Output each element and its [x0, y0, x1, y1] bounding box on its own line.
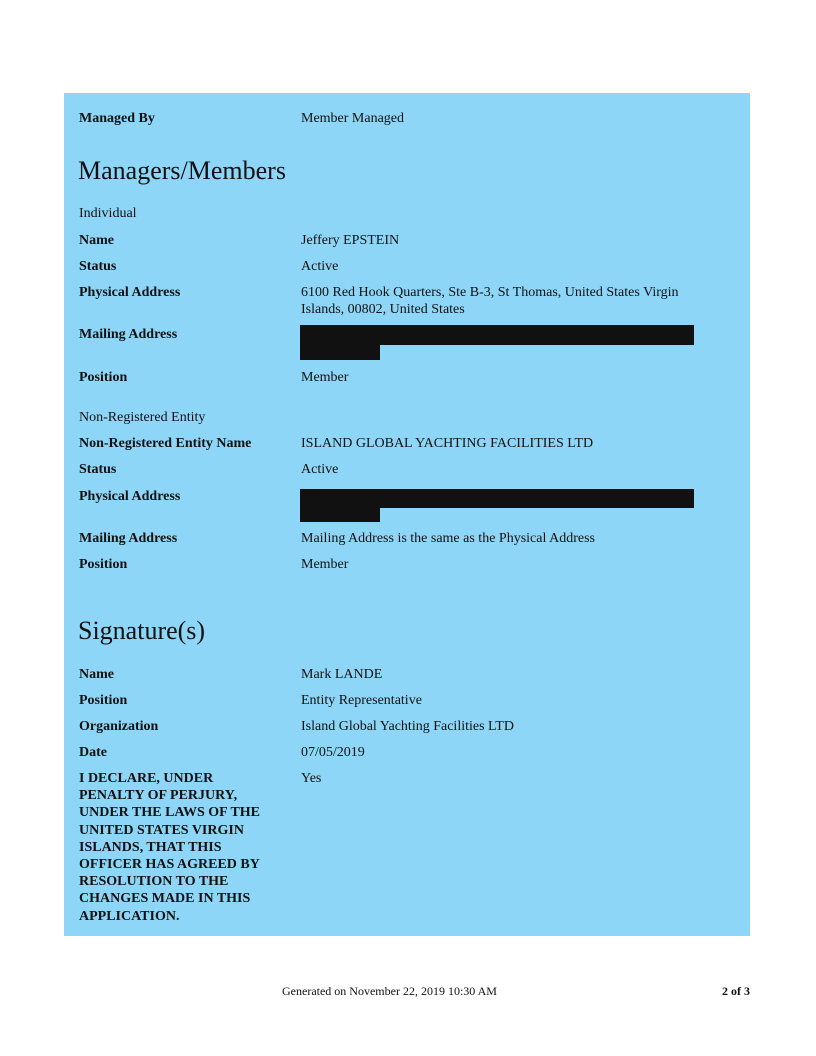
entity-mailing-address-label: Mailing Address — [79, 531, 178, 546]
entity-type-label: Non-Registered Entity — [79, 410, 206, 425]
signature-date-value: 07/05/2019 — [301, 745, 365, 760]
entity-name-label: Non-Registered Entity Name — [79, 436, 252, 451]
signature-organization-label: Organization — [79, 719, 159, 734]
entity-status-value: Active — [301, 462, 339, 477]
signature-position-label: Position — [79, 693, 128, 708]
signature-name-label: Name — [79, 667, 114, 682]
entity-name-value: ISLAND GLOBAL YACHTING FACILITIES LTD — [301, 436, 594, 451]
redaction-bar-tail — [300, 343, 380, 360]
signature-organization-value: Island Global Yachting Facilities LTD — [301, 719, 514, 734]
entity-position-label: Position — [79, 557, 128, 572]
declaration-label: I DECLARE, UNDER PENALTY OF PERJURY, UNDER THE LAWS OF THE UNITED STATES VIRGIN ISLANDS, THAT THIS OFFICER HAS AGREED BY RESOLUTION TO THE CHANGES MADE IN THIS APPLICATION. — [79, 771, 261, 924]
individual-type-label: Individual — [79, 206, 137, 221]
signature-position-value: Entity Representative — [301, 693, 422, 708]
managed-by-value: Member Managed — [301, 111, 405, 126]
signatures-heading: Signature(s) — [78, 616, 206, 645]
entity-mailing-address-value: Mailing Address is the same as the Physical Address — [301, 531, 595, 546]
managed-by-label: Managed By — [79, 111, 155, 126]
page-number: 2 of 3 — [722, 984, 750, 998]
redaction-bar — [300, 325, 694, 345]
signature-date-label: Date — [79, 745, 107, 760]
individual-name-label: Name — [79, 233, 114, 248]
individual-status-label: Status — [79, 259, 117, 274]
individual-mailing-address-label: Mailing Address — [79, 327, 178, 342]
managers-members-heading: Managers/Members — [78, 156, 286, 185]
individual-name-value: Jeffery EPSTEIN — [301, 233, 400, 248]
generated-timestamp: Generated on November 22, 2019 10:30 AM — [282, 984, 497, 998]
individual-status-value: Active — [301, 259, 339, 274]
individual-physical-address-value: 6100 Red Hook Quarters, Ste B-3, St Thomas, United States Virgin Islands, 00802, United States — [301, 285, 679, 317]
individual-position-label: Position — [79, 370, 128, 385]
individual-physical-address-label: Physical Address — [79, 285, 181, 300]
form-panel — [64, 93, 750, 936]
entity-position-value: Member — [301, 557, 349, 572]
redaction-bar-tail — [300, 506, 380, 522]
declaration-value: Yes — [301, 771, 322, 786]
entity-physical-address-label: Physical Address — [79, 489, 181, 504]
entity-status-label: Status — [79, 462, 117, 477]
individual-position-value: Member — [301, 370, 349, 385]
signature-name-value: Mark LANDE — [301, 667, 383, 682]
